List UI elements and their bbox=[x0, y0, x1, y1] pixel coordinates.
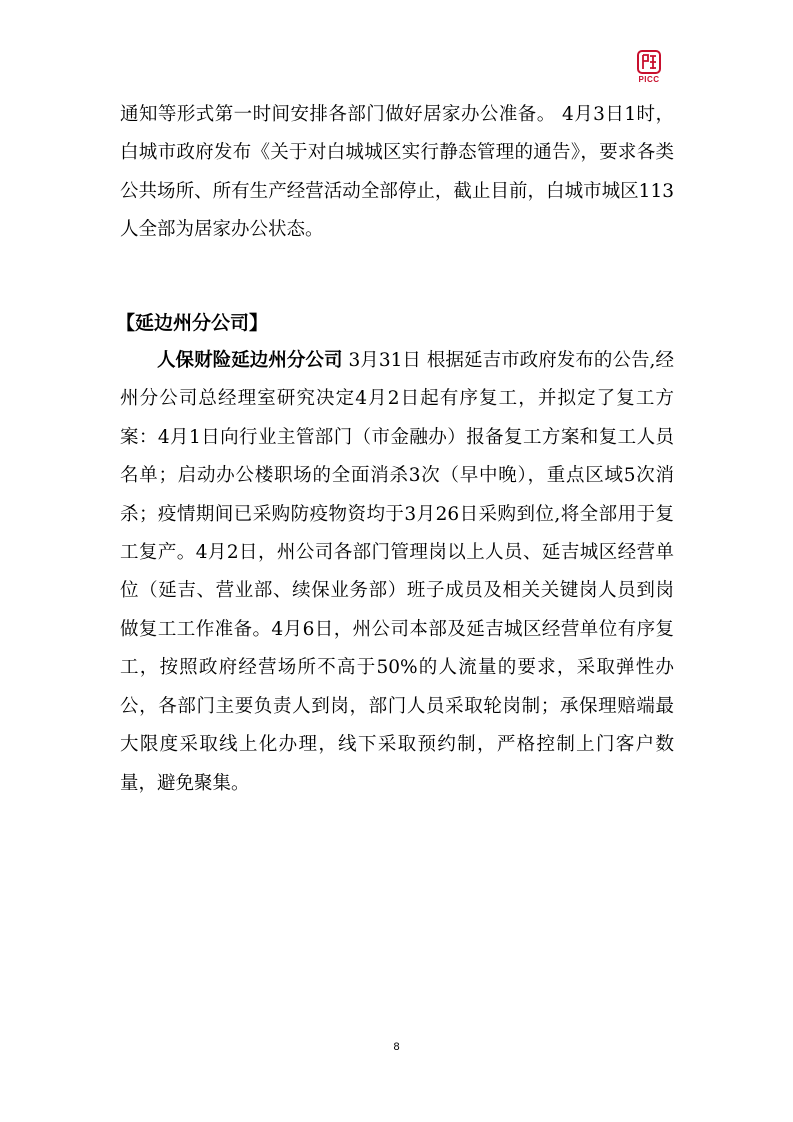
picc-logo bbox=[634, 50, 664, 88]
yanbian-paragraph bbox=[120, 342, 674, 803]
picc-seal-icon bbox=[637, 50, 661, 74]
section-title-yanbian: 【延边州分公司】 bbox=[116, 311, 269, 334]
baicheng-paragraph: 通知等形式第一时间安排各部门做好居家办公准备。 4月3日1时，白城市政府发布《关于对白城城区实行静态管理的通告》，要求各类公共场所、所有生产经营活动全部停止，截止目前，白城市城区113人全部为居家办公状态。 bbox=[120, 104, 674, 241]
picc-logo-text: PICC bbox=[638, 75, 660, 84]
yanbian-paragraph-text: 3月31日 根据延吉市政府发布的公告,经州分公司总经理室研究决定4月2日起有序复工，并拟定了复工方案：4月1日向行业主管部门（市金融办）报备复工方案和复工人员名单；启动办公楼职场的全面消杀3次（早中晚），重点区域5次消杀；疫情期间已采购防疫物资均于3月26日采购到位,将全部用于复工复产。4月2日，州公司各部门管理岗以上人员、延吉城区经营单位（延吉、营业部、续保业务部）班子成员及相关关键岗人员到岗做复工工作准备。4月6日，州公司本部及延吉城区经营单位有序复工，按照政府经营场所不高于50%的人流量的要求，采取弹性办公，各部门主要负责人到岗，部门人员采取轮岗制；承保理赔端最大限度采取线上化办理，线下采取预约制，严格控制上门客户数量，避免聚集。 bbox=[120, 350, 674, 794]
document-body bbox=[116, 96, 674, 803]
page-number: 8 bbox=[393, 1041, 400, 1053]
org-name: 人保财险延边州分公司 bbox=[157, 350, 343, 372]
